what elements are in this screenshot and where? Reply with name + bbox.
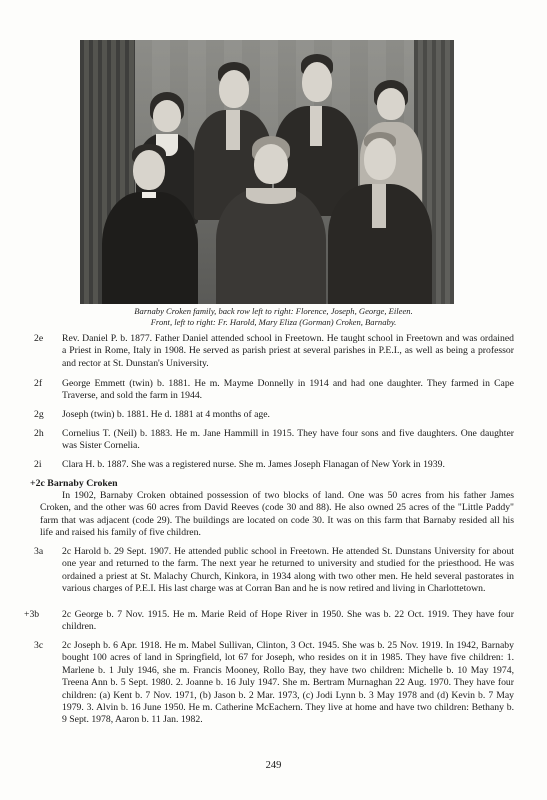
entry-text: 2c George b. 7 Nov. 1915. He m. Marie Reid of Hope River in 1950. She was b. 22 Oct. 1919. They have four children.: [62, 609, 514, 633]
entry-code: +3b: [24, 609, 40, 620]
entry-2f: [34, 378, 514, 403]
photo-caption-line-2: Front, left to right: Fr. Harold, Mary Eliza (Gorman) Croken, Barnaby.: [150, 317, 397, 327]
entry-3a: [34, 546, 514, 596]
entry-text: Clara H. b. 1887. She was a registered nurse. She m. James Joseph Flanagan of New York in 1939.: [62, 459, 445, 470]
entry-2h: [34, 428, 514, 453]
entry-code: 2f: [34, 378, 43, 389]
entry-text: George Emmett (twin) b. 1881. He m. Mayme Donnelly in 1914 and had one daughter. They farmed in Cape Traverse, and sold the farm in 1944.: [62, 378, 514, 402]
entry-text: Joseph (twin) b. 1881. He d. 1881 at 4 months of age.: [62, 409, 270, 420]
entry-3c: [34, 640, 514, 727]
entry-2i: [34, 459, 514, 471]
entry-2e: [34, 333, 514, 370]
entry-text: Cornelius T. (Neil) b. 1883. He m. Jane Hammill in 1915. They have four sons and five daughters. One daughter was Sister Cornelia.: [62, 428, 514, 452]
section-paragraph: In 1902, Barnaby Croken obtained possession of two blocks of land. One was 50 acres from his father James Croken, and the other was 60 acres from David Reeves (code 30 and 88). He also owned 25 acres of the "Little Paddy" farm that was adjacent (code 29). The buildings are located on code 30. It was on this farm that Barnaby resided all his life and raised his family of five children.: [40, 490, 514, 539]
family-photograph: [80, 40, 454, 304]
photo-person-fr-harold: [102, 144, 198, 304]
photo-caption-line-1: Barnaby Croken family, back row left to right: Florence, Joseph, George, Eileen.: [134, 306, 413, 316]
entry-code: 2i: [34, 459, 42, 470]
entry-code: 3c: [34, 640, 44, 651]
entry-2g: [34, 409, 514, 421]
section-heading: +2c Barnaby Croken: [30, 478, 118, 489]
photo-person-mary-eliza: [216, 136, 326, 304]
entry-text: Rev. Daniel P. b. 1877. Father Daniel attended school in Freetown. He taught school in Freetown and was ordained a Priest in Rome, Italy in 1908. He served as parish priest at several parishes in P.E.I., as well as being a professor and rector at St. Dunstan's University.: [62, 333, 514, 369]
entry-code: 2h: [34, 428, 44, 439]
photo-person-barnaby: [328, 132, 432, 304]
entry-3b: [24, 609, 514, 634]
entry-text: 2c Joseph b. 6 Apr. 1918. He m. Mabel Sullivan, Clinton, 3 Oct. 1945. She was b. 25 Nov. 1919. In 1942, Barnaby bought 100 acres of land in Springfield, lot 67 for Joseph, who resides on it in 1985. They have five children: 1. Marlene b. 1 July 1946, she m. Francis Mooney, Rollo Bay, they have two children: Michelle b. 10 May 1974, Treena Ann b. 5 Sept. 1980. 2. Joanne b. 16 July 1947. She m. Bertram Murnaghan 22 Aug. 1970. They have four children: (a) Kent b. 7 Nov. 1971, (b) Jason b. 2 Mar. 1973, (c) Jodi Lynn b. 3 May 1978 and (d) Kevin b. 7 May 1979. 3. Alvin b. 16 June 1950. He m. Catherine McEachern. They live at home and have two children: Bethany b. 9 Sept. 1978, Aaron b. 11 Jan. 1982.: [62, 640, 514, 726]
entry-code: 2e: [34, 333, 44, 344]
entry-code: 2g: [34, 409, 44, 420]
entry-code: 3a: [34, 546, 44, 557]
entry-text: 2c Harold b. 29 Sept. 1907. He attended public school in Freetown. He attended St. Dunstans University for about one year and returned to the farm. The next year he returned to university and studied for the priesthood. He was ordained a priest at St. Malachy Church, Kinkora, in 1934 along with two other men. He held several pastorates in various charges of P.E.I. His last charge was at Corran Ban and he is now retired and living in Charlottetown.: [62, 546, 514, 595]
page-number: 249: [265, 760, 282, 771]
